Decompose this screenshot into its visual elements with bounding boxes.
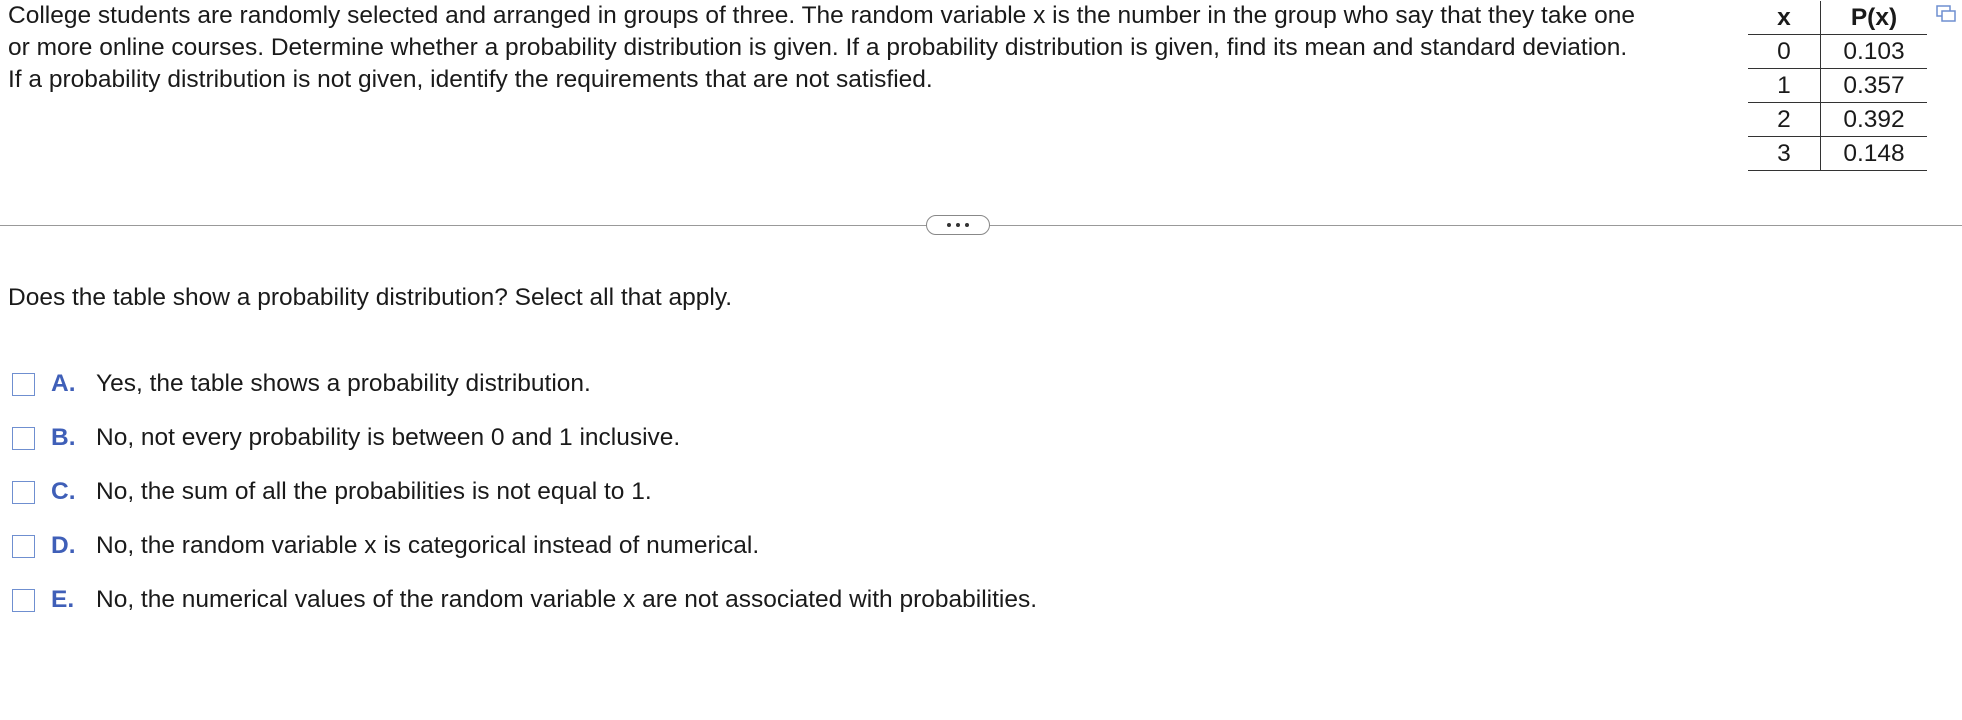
cell-x: 3	[1748, 137, 1821, 171]
option-text: No, the sum of all the probabilities is not equal to 1.	[96, 478, 652, 505]
problem-line-1: College students are randomly selected and arranged in groups of three. The random variable x is the number in the group who say that they take one	[8, 2, 1636, 29]
more-dots-icon	[965, 223, 969, 227]
more-dots-icon	[947, 223, 951, 227]
cell-x: 0	[1748, 35, 1821, 69]
option-c[interactable]	[12, 465, 1037, 519]
more-dots-icon	[956, 223, 960, 227]
table-row	[1748, 137, 1927, 171]
option-b[interactable]	[12, 411, 1037, 465]
header-x: x	[1748, 1, 1821, 35]
table-row	[1748, 103, 1927, 137]
header-px: P(x)	[1821, 1, 1928, 35]
copy-icon[interactable]	[1936, 5, 1956, 23]
option-letter: C.	[51, 478, 76, 505]
problem-statement	[8, 0, 1748, 96]
option-letter: B.	[51, 424, 76, 451]
answer-options	[12, 357, 1037, 627]
checkbox-e[interactable]	[12, 589, 35, 612]
probability-table	[1748, 1, 1927, 171]
checkbox-c[interactable]	[12, 481, 35, 504]
option-text: Yes, the table shows a probability distribution.	[96, 370, 591, 397]
problem-line-3: If a probability distribution is not given, identify the requirements that are not satisfied.	[8, 66, 933, 93]
option-text: No, the numerical values of the random variable x are not associated with probabilities.	[96, 586, 1038, 613]
option-letter: D.	[51, 532, 76, 559]
option-text: No, the random variable x is categorical instead of numerical.	[96, 532, 760, 559]
checkbox-d[interactable]	[12, 535, 35, 558]
option-letter: A.	[51, 370, 76, 397]
cell-px: 0.357	[1821, 69, 1928, 103]
checkbox-b[interactable]	[12, 427, 35, 450]
table-row	[1748, 35, 1927, 69]
expand-more-button[interactable]	[926, 215, 990, 235]
option-e[interactable]	[12, 573, 1037, 627]
cell-x: 1	[1748, 69, 1821, 103]
question-prompt: Does the table show a probability distribution? Select all that apply.	[8, 284, 733, 311]
checkbox-a[interactable]	[12, 373, 35, 396]
option-a[interactable]	[12, 357, 1037, 411]
cell-x: 2	[1748, 103, 1821, 137]
problem-line-2: or more online courses. Determine whether a probability distribution is given. If a probability distribution is given, find its mean and standard deviation.	[8, 34, 1628, 61]
cell-px: 0.103	[1821, 35, 1928, 69]
option-text: No, not every probability is between 0 and 1 inclusive.	[96, 424, 681, 451]
table-row	[1748, 69, 1927, 103]
table-header-row	[1748, 1, 1927, 35]
option-d[interactable]	[12, 519, 1037, 573]
option-letter: E.	[51, 586, 75, 613]
cell-px: 0.392	[1821, 103, 1928, 137]
cell-px: 0.148	[1821, 137, 1928, 171]
